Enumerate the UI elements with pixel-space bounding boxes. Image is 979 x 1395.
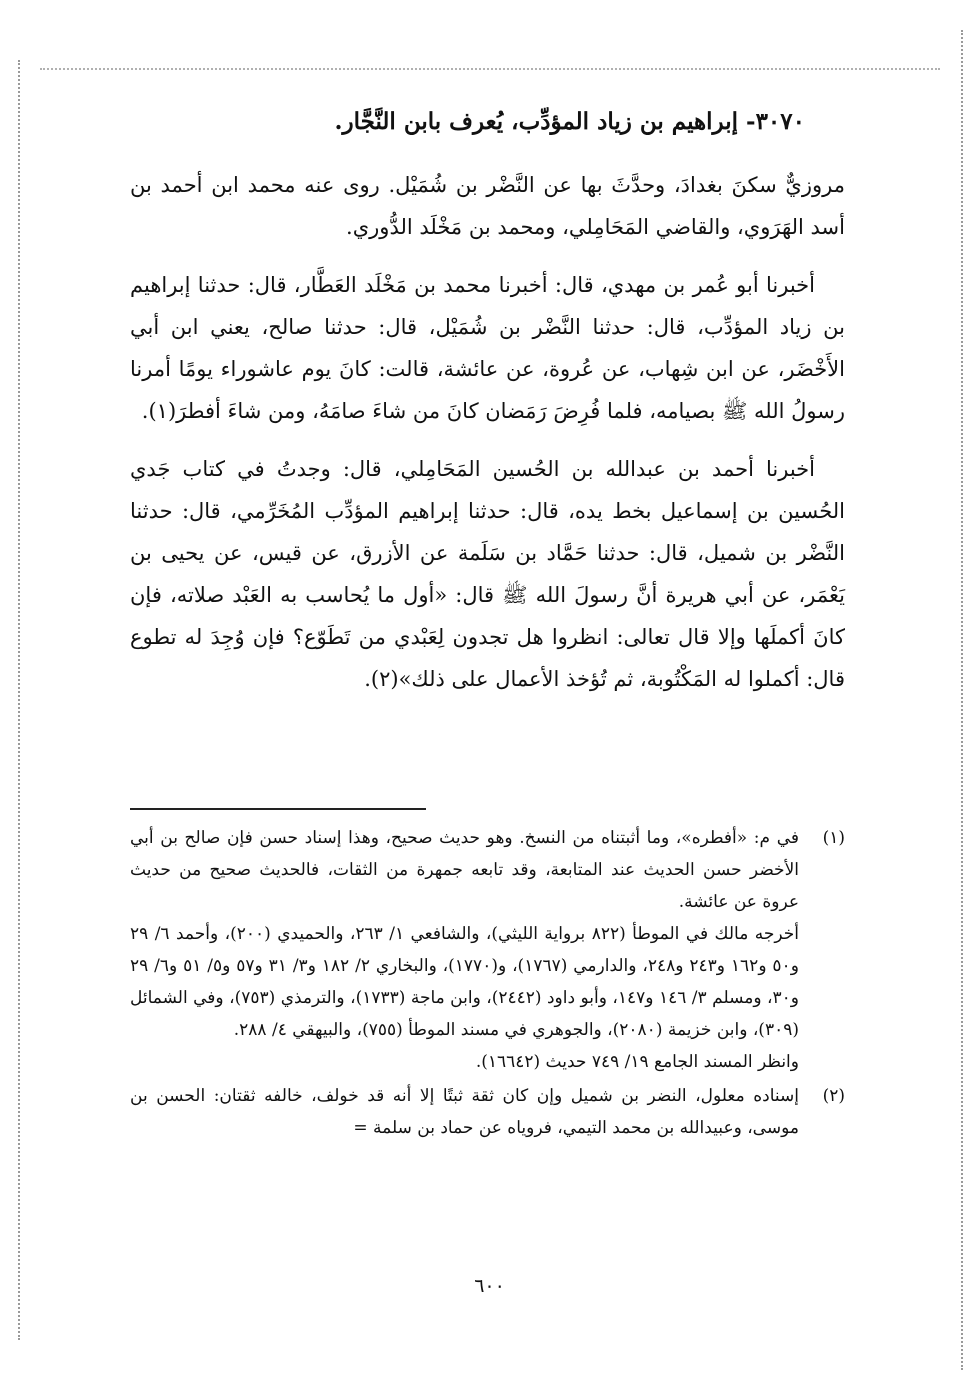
footnote-text: إسناده معلول، النضر بن شميل وإن كان ثقة ثبتًا إلا أنه قد خولف، خالفه ثقتان: الحسن بن موسى، وعبيدالله بن محمد التيمي، فروياه عن حماد بن سلمة = xyxy=(130,1086,799,1138)
scan-edge-right xyxy=(961,30,967,1370)
main-text xyxy=(130,100,845,716)
scan-edge-top xyxy=(40,68,940,70)
footnote-text: أخرجه مالك في الموطأ (٨٢٢ برواية الليثي)، والشافعي ١/ ٢٦٣، والحميدي (٢٠٠)، وأحمد ٦/ ٢٩ و٥٠ و١٦٢ و٢٤٣ و٢٤٨، والدارمي (١٧٦٧)، و(١٧٧٠)، والبخاري ٢/ ١٨٢ و٣/ ٣١ و٥٧ و٥/ ٥١ و٦/ ٢٩ و٣٠، ومسلم ٣/ ١٤٦ و١٤٧، وأبو داود (٢٤٤٢)، وابن ماجة (١٧٣٣)، والترمذي (٧٥٣)، وفي الشمائل (٣٠٩)، وابن خزيمة (٢٠٨٠)، والجوهري في مسند الموطأ (٧٥٥)، والبيهقي ٤/ ٢٨٨. xyxy=(130,924,799,1040)
footnote-separator xyxy=(130,808,426,810)
page-number: ٦٠٠ xyxy=(474,1275,505,1297)
entry-biography: مروزيٌّ سكنَ بغدادَ، وحدَّثَ بها عن النَّضْر بن شُمَيْل. روى عنه محمد ابن أحمد بن أسد الهَرَوي، والقاضي المَحَامِلي، ومحمد بن مَخْلَد الدُّوري. xyxy=(130,173,845,239)
scan-edge-left xyxy=(18,60,24,1340)
footnote-number: (٢) xyxy=(822,1086,845,1106)
entry-title: ٣٠٧٠- إبراهيم بن زياد المؤدِّب، يُعرف بابن النَّجَّار. xyxy=(334,108,805,135)
footnote-text: في م: «أفطره»، وما أثبتناه من النسخ. وهو حديث صحيح، وهذا إسناد حسن فإن صالح بن أبي الأخضر حسن الحديث عند المتابعة، وقد تابعه جمهرة من الثقات، فالحديث صحيح من حديث عروة عن عائشة. xyxy=(130,828,799,912)
hadith-paragraph-1: أخبرنا أبو عُمر بن مهدي، قال: أخبرنا محمد بن مَخْلَد العَطَّار، قال: حدثنا إبراهيم بن زياد المؤدِّب، قال: حدثنا النَّضْر بن شُمَيْل، قال: حدثنا صالح، يعني ابن أبي الأَخْضَر، عن ابن شِهاب، عن عُروة، عن عائشة، قالت: كانَ يوم عاشوراء يومًا أمرنا رسولُ الله ﷺ بصيامه، فلما فُرِضَ رَمَضان كانَ من شاءَ صامَهُ، ومن شاءَ أفطرَ(١). xyxy=(130,273,845,423)
footnotes xyxy=(130,822,845,1146)
footnote-number: (١) xyxy=(822,828,845,848)
footnote-body xyxy=(130,822,799,1078)
footnote-text: وانظر المسند الجامع ١٩/ ٧٤٩ حديث (١٦٦٤٢). xyxy=(475,1052,799,1072)
footnote-1 xyxy=(130,822,845,1078)
footnote-2 xyxy=(130,1080,845,1144)
footnote-body xyxy=(130,1080,799,1144)
hadith-paragraph-2: أخبرنا أحمد بن عبدالله بن الحُسين المَحَامِلي، قال: وجدتُ في كتاب جَدي الحُسين بن إسماعيل بخط يده، قال: حدثنا إبراهيم المؤدِّب المُخَرِّمي، قال: حدثنا النَّضْر بن شميل، قال: حدثنا حَمَّاد بن سَلَمة عن الأزرق، عن قيس، عن يحيى بن يَعْمَر، عن أبي هريرة أنَّ رسولَ الله ﷺ قال: «أول ما يُحاسب به العَبْد صلاته، فإن كانَ أكملَها وإلا قال تعالى: انظروا هل تجدون لِعَبْدي من تَطَوّع؟ فإن وُجِدَ له تطوع قال: أكملوا له المَكْتُوبة، ثم تُؤخذ الأعمال على ذلك»(٢). xyxy=(130,457,845,691)
